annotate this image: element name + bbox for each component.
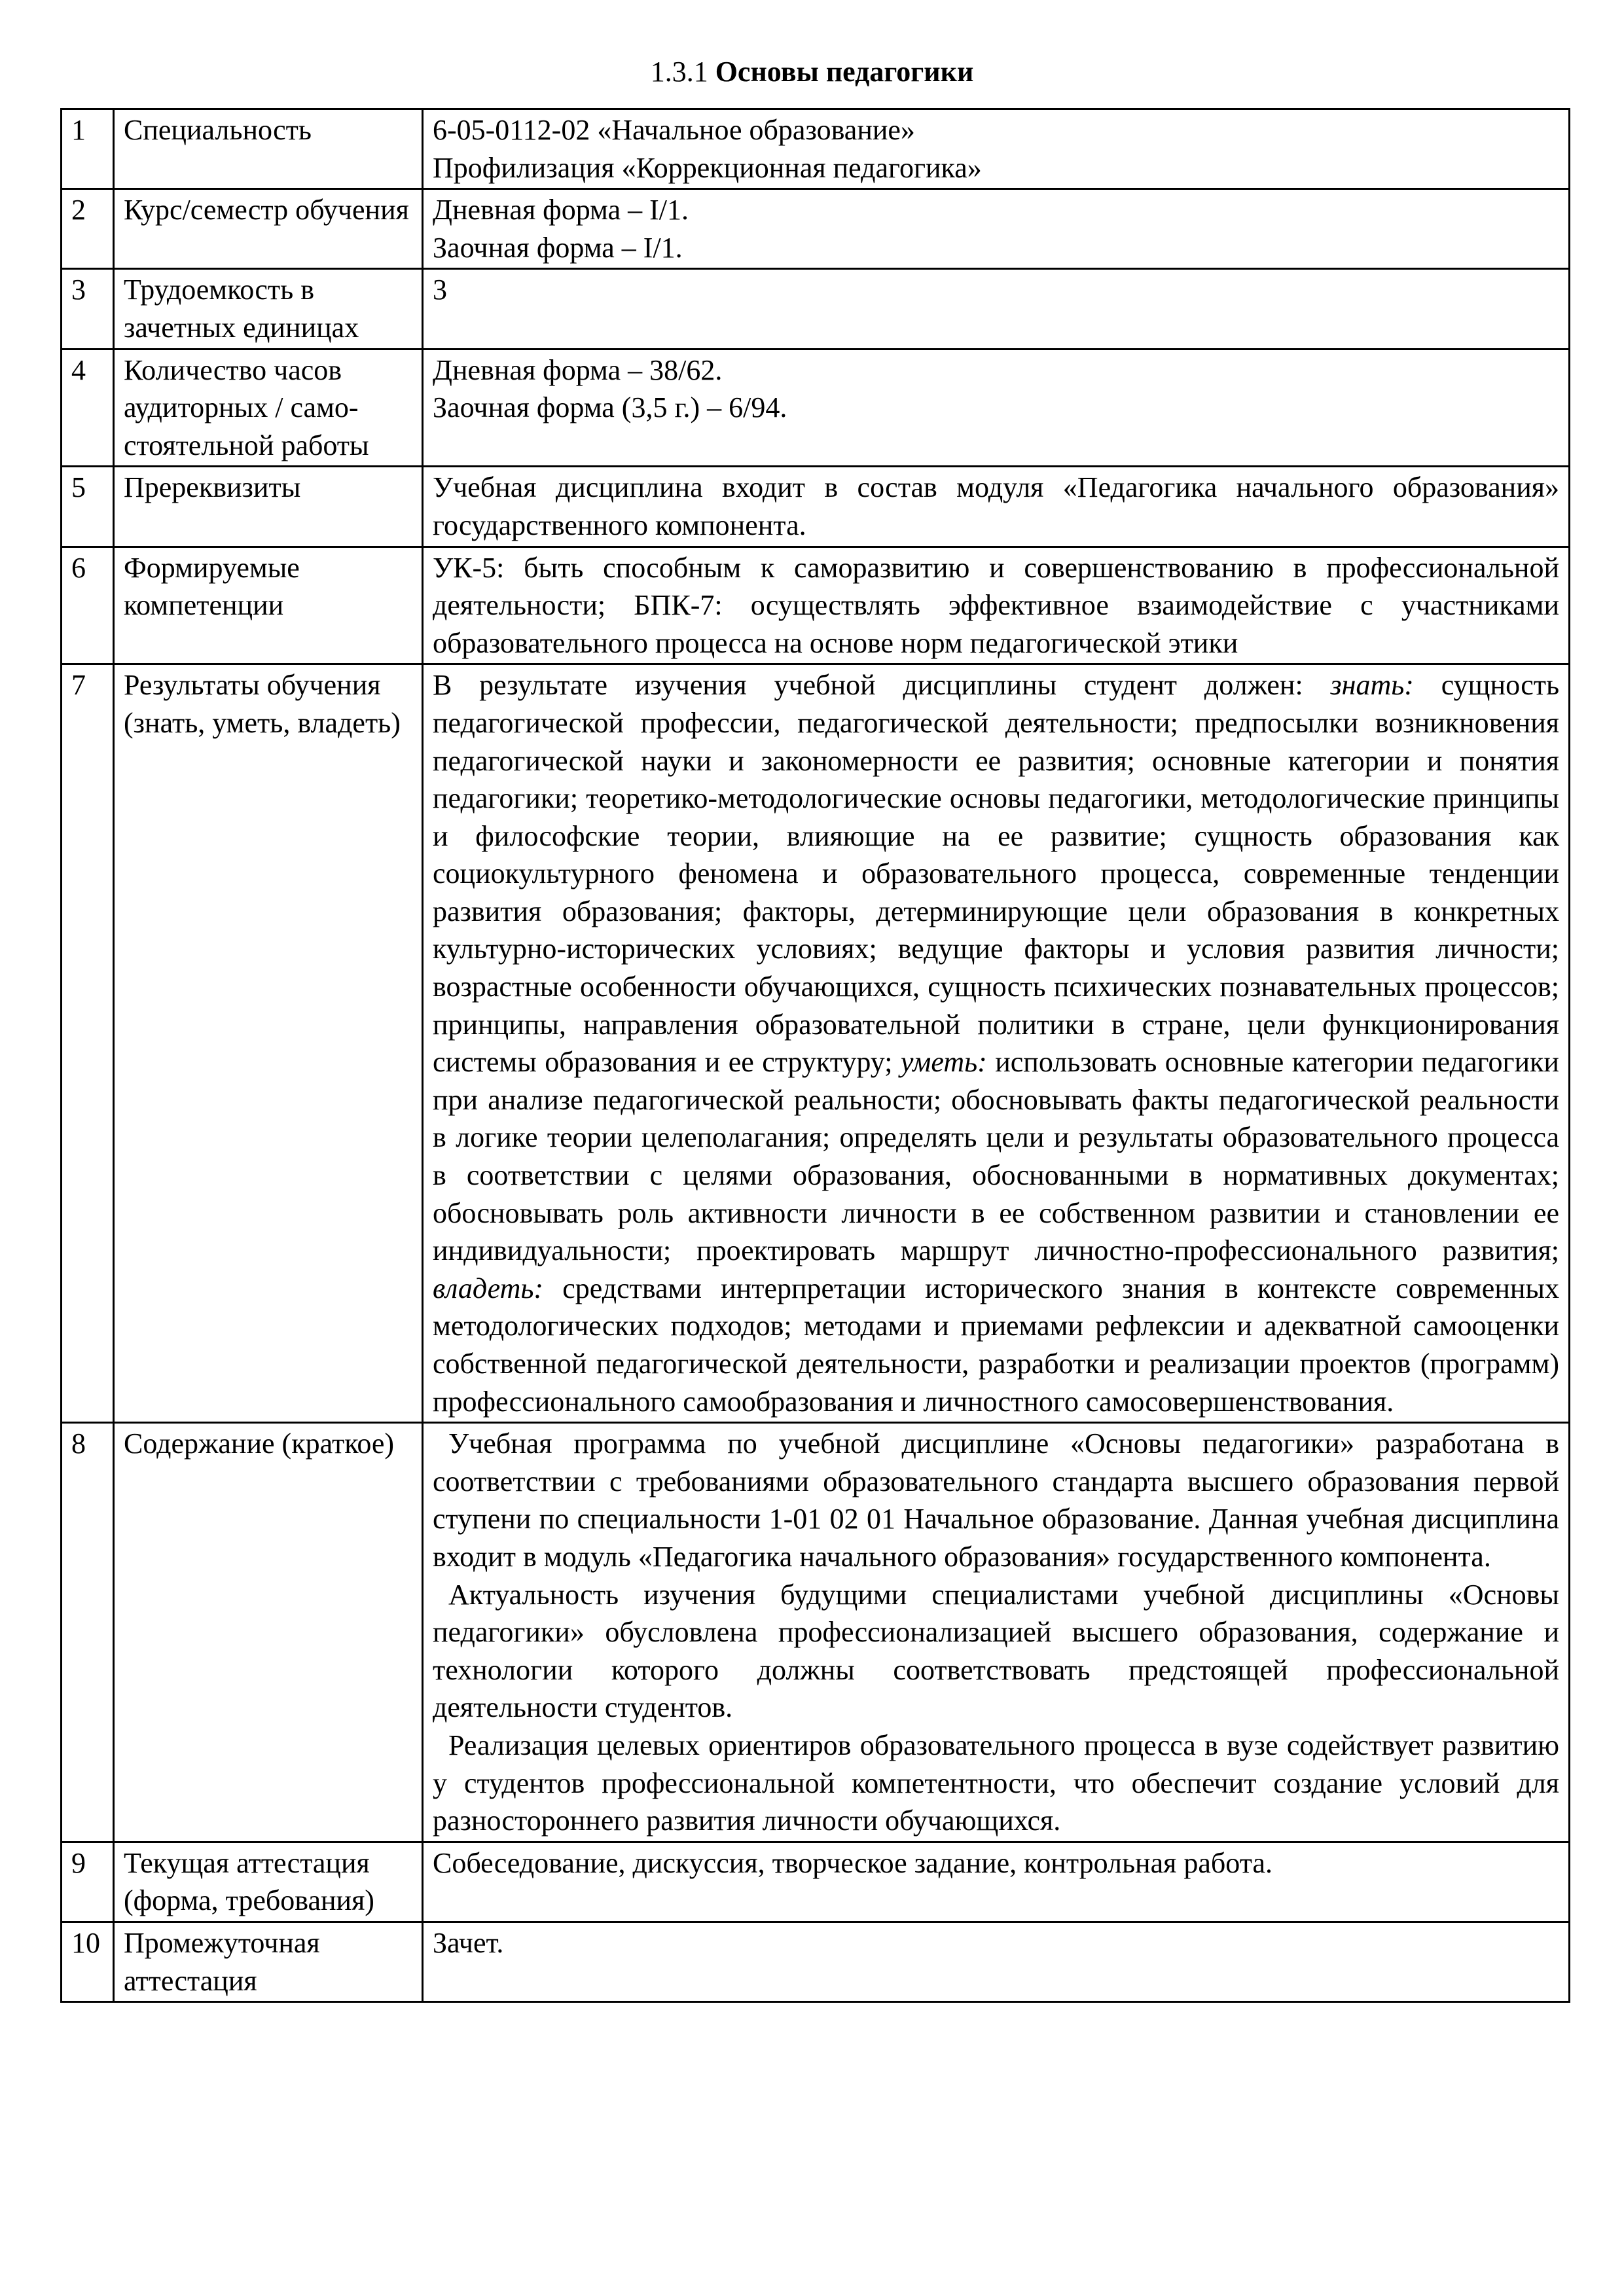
row-value: УК-5: быть способным к саморазвитию и совершенствованию в профессиональной деятельности; БПК-7: осуществлять эффективное взаимодействие с участниками образовательного процесса на основе норм педагогической этики [423,547,1570,664]
row-value [423,189,1570,269]
row-value [423,664,1570,1423]
row-number: 2 [62,189,114,269]
row-label: Формируемые компетенции [114,547,423,664]
title-number: 1.3.1 [650,56,708,88]
page-title [0,54,1624,90]
row-number: 7 [62,664,114,1423]
table-row [62,269,1570,349]
value-line: Заочная форма – I/1. [433,231,683,264]
row-number: 9 [62,1842,114,1922]
row-number: 6 [62,547,114,664]
table-row [62,664,1570,1423]
row-value: Собеседование, дискуссия, творческое задание, контрольная работа. [423,1842,1570,1922]
value-line: Дневная форма – I/1. [433,194,689,226]
table-row [62,1842,1570,1922]
table-row [62,467,1570,547]
row-label: Количество часов аудиторных / само-стоятельной работы [114,349,423,467]
table-row [62,109,1570,189]
content-paragraph: Учебная программа по учебной дисциплине «Основы педагогики» разработана в соответствии с требованиями образовательного стандарта высшего образования первой ступени по специальности 1-01 02 01 Начальное образование. Данная учебная дисциплина входит в модуль «Педагогика начального образования» государственного компонента. [433,1427,1559,1573]
row-value: Учебная дисциплина входит в состав модуля «Педагогика начального образования» государственного компонента. [423,467,1570,547]
value-text: использовать основные категории педагогики при анализе педагогической реальности; обосновывать факты педагогической реальности в логике теории целеполагания; определять цели и результаты образовательного процесса в соответствии с целями образования, обоснованными в нормативных документах; обосновывать роль активности личности в ее собственном развитии и становлении ее индивидуальности; проектировать маршрут личностно-профессионального развития; [433,1046,1559,1267]
table-row [62,1423,1570,1842]
value-line: Дневная форма – 38/62. [433,353,723,386]
value-line: 6-05-0112-02 «Начальное образование» [433,114,915,146]
know-keyword: знать: [1330,669,1414,702]
table-row [62,349,1570,467]
row-value [423,1423,1570,1842]
row-number: 4 [62,349,114,467]
value-line: Заочная форма (3,5 г.) – 6/94. [433,391,787,424]
row-value [423,109,1570,189]
can-keyword: уметь: [900,1046,987,1079]
row-label: Результаты обучения (знать, уметь, владеть) [114,664,423,1423]
row-number: 10 [62,1922,114,2001]
value-line: Профилизация «Коррекционная педагогика» [433,151,982,184]
value-text: В результате изучения учебной дисциплины студент должен: [433,669,1331,702]
table-row [62,189,1570,269]
content-paragraph: Актуальность изучения будущими специалистами учебной дисциплины «Основы педагогики» обусловлена профессионализацией высшего образования, содержание и технологии которого должны соответствовать предстоящей профессиональной деятельности студентов. [433,1578,1559,1724]
table-row [62,1922,1570,2001]
value-text: средствами интерпретации исторического знания в контексте современных методологических подходов; методами и приемами рефлексии и адекватной самооценки собственной педагогической деятельности, разработки и реализации проектов (программ) профессионального самообразования и личностного самосовершенствования. [433,1272,1559,1418]
row-label: Курс/семестр обучения [114,189,423,269]
row-label: Промежуточная аттестация [114,1922,423,2001]
row-number: 1 [62,109,114,189]
row-label: Текущая аттестация (форма, требования) [114,1842,423,1922]
value-text: сущность педагогической профессии, педагогической деятельности; предпосылки возникновения педагогической науки и закономерности ее развития; основные категории и понятия педагогики; теоретико-методологические основы педагогики, методологические принципы и философские теории, влияющие на ее развитие; сущность образования как социокультурного феномена и образовательного процесса, современные тенденции развития образования; факторы, детерминирующие цели образования в конкретных культурно-исторических условиях; ведущие факторы и условия развития личности; возрастные особенности обучающихся, сущность психических познавательных процессов; принципы, направления образовательной политики в стране, цели функционирования системы образования и ее структуру; [433,669,1560,1079]
row-label: Специальность [114,109,423,189]
row-value: Зачет. [423,1922,1570,2001]
row-number: 3 [62,269,114,349]
content-paragraph: Реализация целевых ориентиров образовательного процесса в вузе содействует развитию у студентов профессиональной компетентности, что обеспечит создание условий для разностороннего развития личности обучающихся. [433,1729,1559,1837]
course-card-table [60,108,1570,2003]
row-value [423,269,1570,349]
value-line: 3 [433,274,447,306]
row-label: Пререквизиты [114,467,423,547]
row-label: Трудоемкость в зачетных единицах [114,269,423,349]
row-label: Содержание (краткое) [114,1423,423,1842]
master-keyword: владеть: [433,1272,544,1304]
row-value [423,349,1570,467]
row-number: 8 [62,1423,114,1842]
title-text: Основы педагогики [715,56,974,88]
row-number: 5 [62,467,114,547]
table-row [62,547,1570,664]
